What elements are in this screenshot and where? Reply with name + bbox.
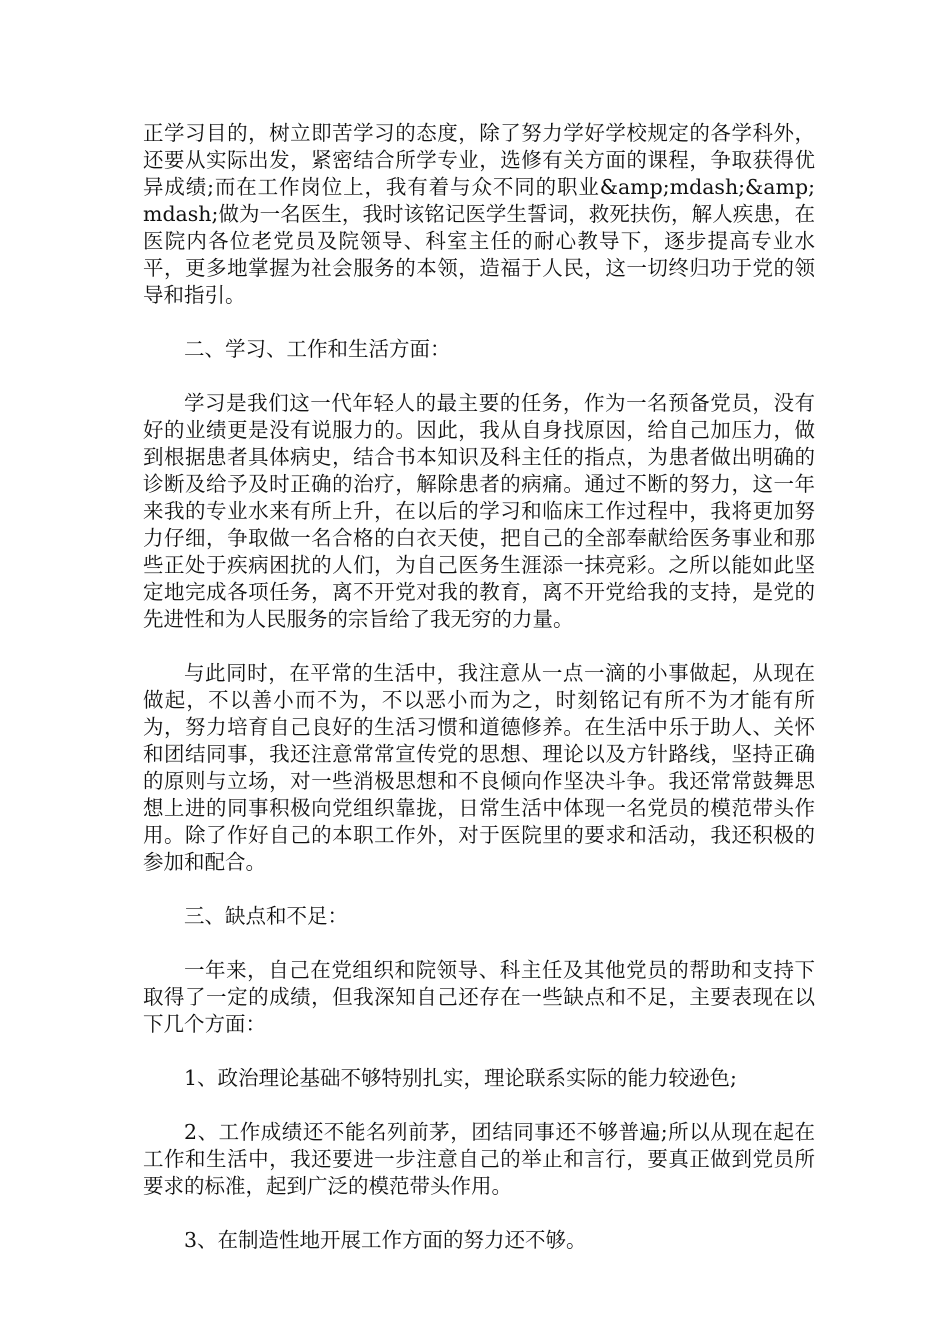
document-body <box>143 120 815 1281</box>
list-item-3: 3、在制造性地开展工作方面的努力还不够。 <box>184 1228 587 1252</box>
paragraph-study: 学习是我们这一代年轻人的最主要的任务，作为一名预备党员，没有好的业绩更是没有说服力的。因此，我从自身找原因，给自己加压力，做到根据患者具体病史，结合书本知识及科主任的指点，为患者做出明确的诊断及给予及时正确的治疗，解除患者的病痛。通过不断的努力，这一年来我的专业水来有所上升，在以后的学习和临床工作过程中，我将更加努力仔细，争取做一名合格的白衣天使，把自己的全部奉献给医务事业和那些正处于疾病困扰的人们，为自己医务生涯添一抹亮彩。之所以能如此坚定地完成各项任务，离不开党对我的教育，离不开党给我的支持，是党的先进性和为人民服务的宗旨给了我无穷的力量。 <box>143 391 815 631</box>
paragraph-life: 与此同时，在平常的生活中，我注意从一点一滴的小事做起，从现在做起，不以善小而不为，不以恶小而为之，时刻铭记有所不为才能有所为，努力培育自己良好的生活习惯和道德修养。在生活中乐于助人、关怀和团结同事，我还注意常常宣传党的思想、理论以及方针路线，坚持正确的原则与立场，对一些消极思想和不良倾向作坚决斗争。我还常常鼓舞思想上进的同事积极向党组织靠拢，日常生活中体现一名党员的模范带头作用。除了作好自己的本职工作外，对于医院里的要求和活动，我还积极的参加和配合。 <box>143 661 815 874</box>
paragraph-shortcomings-intro: 一年来，自己在党组织和院领导、科主任及其他党员的帮助和支持下取得了一定的成绩，但我深知自己还存在一些缺点和不足，主要表现在以下几个方面： <box>143 958 815 1036</box>
paragraph-continuation: 正学习目的，树立即苦学习的态度，除了努力学好学校规定的各学科外，还要从实际出发，紧密结合所学专业，选修有关方面的课程，争取获得优异成绩;而在工作岗位上，我有着与众不同的职业&amp;mdash;&amp;mdash;做为一名医生，我时该铭记医学生誓词，救死扶伤，解人疾患，在医院内各位老党员及院领导、科室主任的耐心教导下，逐步提高专业水平，更多地掌握为社会服务的本领，造福于人民，这一切终归功于党的领导和指引。 <box>143 121 815 307</box>
section-heading-study-work-life: 二、学习、工作和生活方面： <box>184 337 451 361</box>
list-item-1: 1、政治理论基础不够特别扎实，理论联系实际的能力较逊色; <box>184 1066 737 1090</box>
list-item-2: 2、工作成绩还不能名列前茅，团结同事还不够普遍;所以从现在起在工作和生活中，我还要进一步注意自己的举止和言行，要真正做到党员所要求的标准，起到广泛的模范带头作用。 <box>143 1120 815 1198</box>
section-heading-shortcomings: 三、缺点和不足： <box>184 904 348 928</box>
